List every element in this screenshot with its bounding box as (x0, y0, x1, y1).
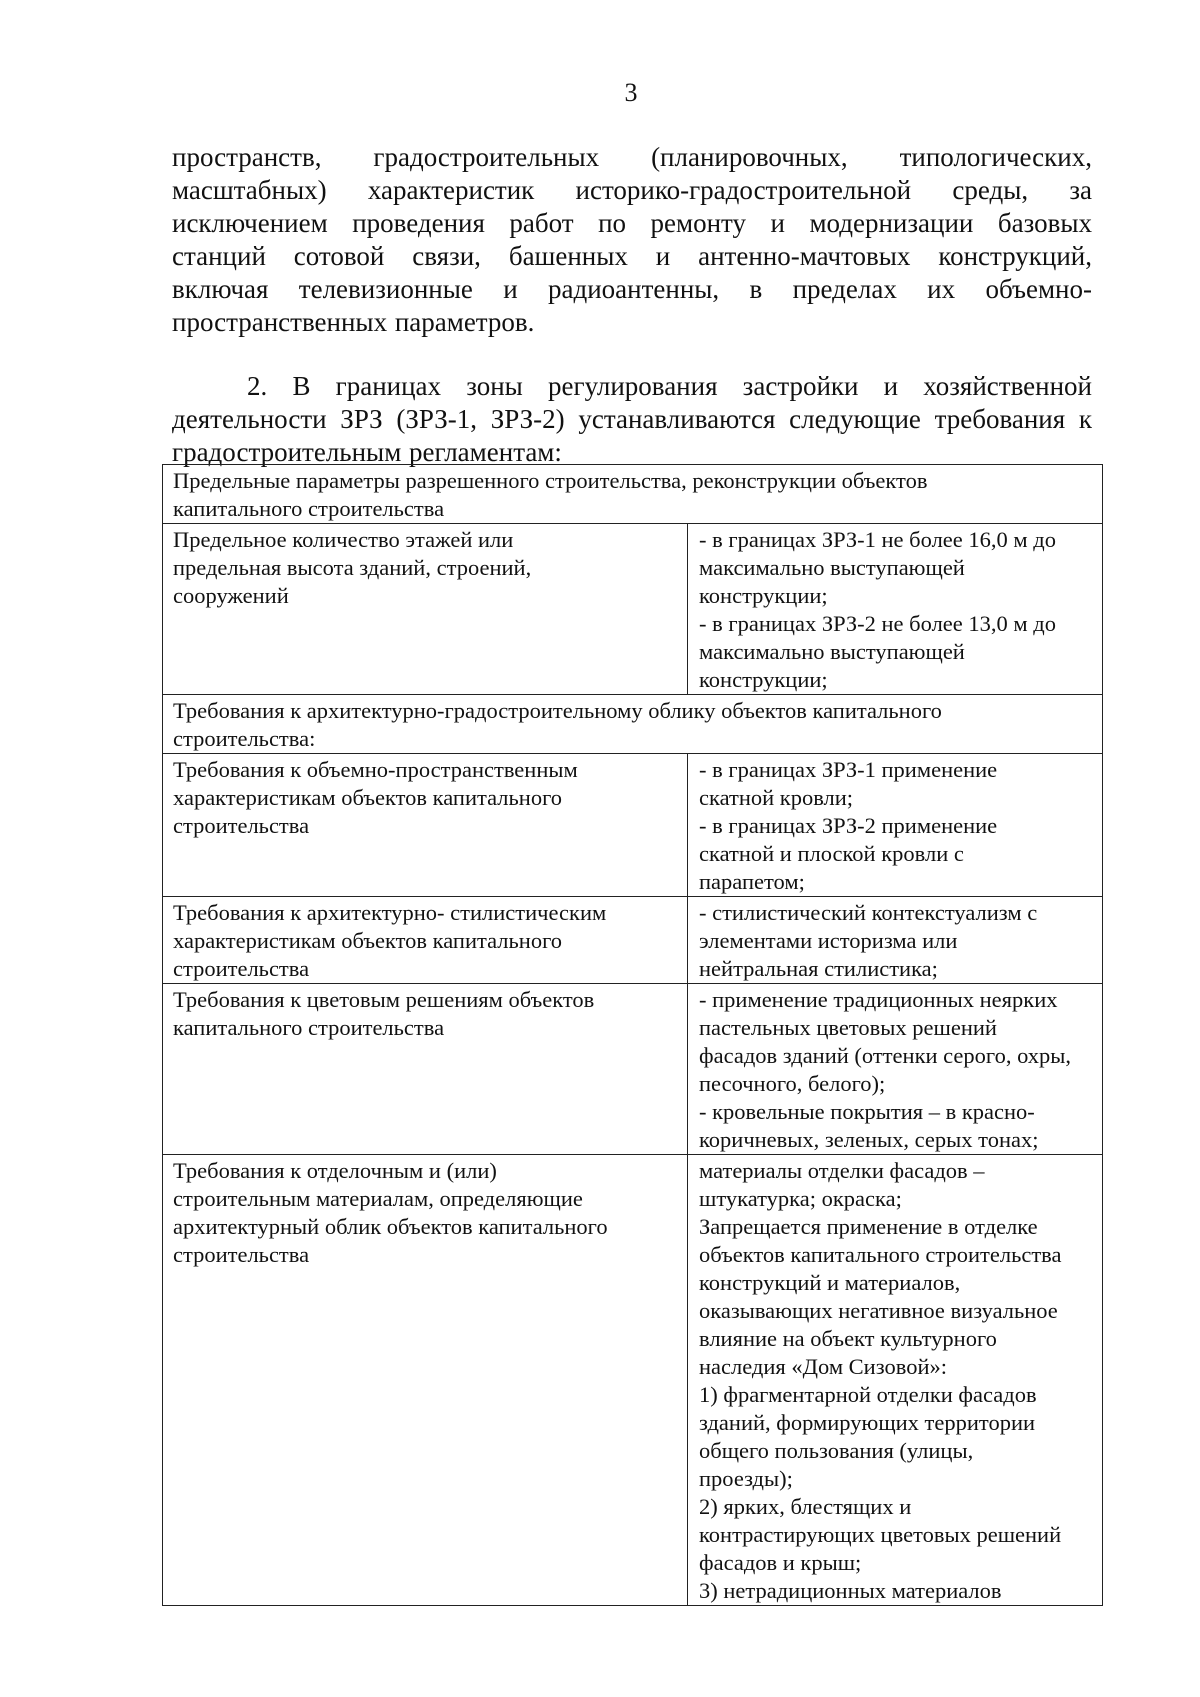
text-line: пространств, градостроительных (планировочных, типологических, (172, 142, 1092, 172)
cell-text: капитального строительства (173, 1015, 445, 1040)
cell-text: Требования к цветовым решениям объектов (173, 987, 595, 1012)
cell-text: контрастирующих цветовых решений (699, 1522, 1062, 1547)
text-line: включая телевизионные и радиоантенны, в пределах их объемно- (172, 274, 1092, 304)
table-cell-parameter (163, 897, 688, 984)
cell-text: - в границах ЗРЗ-2 не более 13,0 м до (699, 611, 1056, 636)
cell-text: конструкции; (699, 583, 828, 608)
cell-text: песочного, белого); (699, 1071, 886, 1096)
cell-text: скатной и плоской кровли с (699, 841, 964, 866)
text-line: исключением проведения работ по ремонту и модернизации базовых (172, 208, 1092, 238)
cell-text: - кровельные покрытия – в красно- (699, 1099, 1035, 1124)
text-line: градостроительным регламентам: (172, 437, 562, 467)
cell-text: Предельное количество этажей или (173, 527, 514, 552)
table-row (163, 1155, 1103, 1606)
text-line: деятельности ЗРЗ (ЗРЗ-1, ЗРЗ-2) устанавливаются следующие требования к (172, 404, 1092, 434)
cell-text: характеристикам объектов капитального (173, 928, 563, 953)
cell-text: пастельных цветовых решений (699, 1015, 997, 1040)
table-section-header (163, 465, 1103, 524)
cell-text: капитального строительства (173, 496, 445, 521)
cell-text: Требования к объемно-пространственным (173, 757, 578, 782)
cell-text: - в границах ЗРЗ-1 не более 16,0 м до (699, 527, 1056, 552)
cell-text: - стилистический контекстуализм с (699, 900, 1038, 925)
cell-text: характеристикам объектов капитального (173, 785, 563, 810)
cell-text: 2) ярких, блестящих и (699, 1494, 912, 1519)
table-cell-parameter (163, 524, 688, 695)
table-header-row (163, 465, 1103, 524)
cell-text: максимально выступающей (699, 555, 965, 580)
text-line: масштабных) характеристик историко-градостроительной среды, за (172, 175, 1092, 205)
cell-text: - в границах ЗРЗ-2 применение (699, 813, 998, 838)
cell-text: оказывающих негативное визуальное (699, 1298, 1058, 1323)
cell-text: - в границах ЗРЗ-1 применение (699, 757, 998, 782)
cell-text: проезды); (699, 1466, 793, 1491)
page-number: 3 (624, 78, 638, 107)
table-header-row (163, 695, 1103, 754)
table-cell-value (688, 984, 1103, 1155)
table-cell-value (688, 1155, 1103, 1606)
cell-text: коричневых, зеленых, серых тонах; (699, 1127, 1039, 1152)
table-cell-parameter (163, 1155, 688, 1606)
cell-text: строительным материалам, определяющие (173, 1186, 583, 1211)
cell-text: парапетом; (699, 869, 805, 894)
cell-text: Требования к отделочным и (или) (173, 1158, 497, 1183)
cell-text: скатной кровли; (699, 785, 854, 810)
cell-text: Запрещается применение в отделке (699, 1214, 1038, 1239)
cell-text: материалы отделки фасадов – (699, 1158, 985, 1183)
text-line: станций сотовой связи, башенных и антенно-мачтовых конструкций, (172, 241, 1092, 271)
cell-text: элементами историзма или (699, 928, 958, 953)
cell-text: объектов капитального строительства (699, 1242, 1062, 1267)
cell-text: строительства: (173, 726, 316, 751)
cell-text: наследия «Дом Сизовой»: (699, 1354, 947, 1379)
table-cell-value (688, 754, 1103, 897)
table-cell-parameter (163, 754, 688, 897)
cell-text: общего пользования (улицы, (699, 1438, 974, 1463)
intro-paragraph (172, 141, 1092, 339)
cell-text: строительства (173, 1242, 310, 1267)
cell-text: строительства (173, 956, 310, 981)
cell-text: предельная высота зданий, строений, (173, 555, 532, 580)
requirements-table (162, 464, 1103, 1606)
cell-text: зданий, формирующих территории (699, 1410, 1036, 1435)
table-row (163, 984, 1103, 1155)
cell-text: 3) нетрадиционных материалов (699, 1578, 1002, 1603)
cell-text: нейтральная стилистика; (699, 956, 938, 981)
cell-text: сооружений (173, 583, 289, 608)
cell-text: - применение традиционных неярких (699, 987, 1058, 1012)
cell-text: штукатурка; окраска; (699, 1186, 902, 1211)
table-row (163, 897, 1103, 984)
section-2-paragraph (172, 370, 1092, 469)
cell-text: влияние на объект культурного (699, 1326, 997, 1351)
table-section-header (163, 695, 1103, 754)
table-cell-value (688, 524, 1103, 695)
cell-text: Требования к архитектурно- стилистическим (173, 900, 607, 925)
text-line: пространственных параметров. (172, 307, 535, 337)
cell-text: конструкций и материалов, (699, 1270, 961, 1295)
cell-text: Требования к архитектурно-градостроительному облику объектов капитального (173, 698, 942, 723)
table-row (163, 524, 1103, 695)
cell-text: строительства (173, 813, 310, 838)
cell-text: конструкции; (699, 667, 828, 692)
cell-text: максимально выступающей (699, 639, 965, 664)
cell-text: архитектурный облик объектов капитального (173, 1214, 608, 1239)
table-row (163, 754, 1103, 897)
table-cell-parameter (163, 984, 688, 1155)
cell-text: фасадов и крыш; (699, 1550, 862, 1575)
table-cell-value (688, 897, 1103, 984)
cell-text: Предельные параметры разрешенного строительства, реконструкции объектов (173, 468, 928, 493)
text-line: 2. В границах зоны регулирования застройки и хозяйственной (247, 371, 1092, 401)
cell-text: 1) фрагментарной отделки фасадов (699, 1382, 1037, 1407)
cell-text: фасадов зданий (оттенки серого, охры, (699, 1043, 1072, 1068)
